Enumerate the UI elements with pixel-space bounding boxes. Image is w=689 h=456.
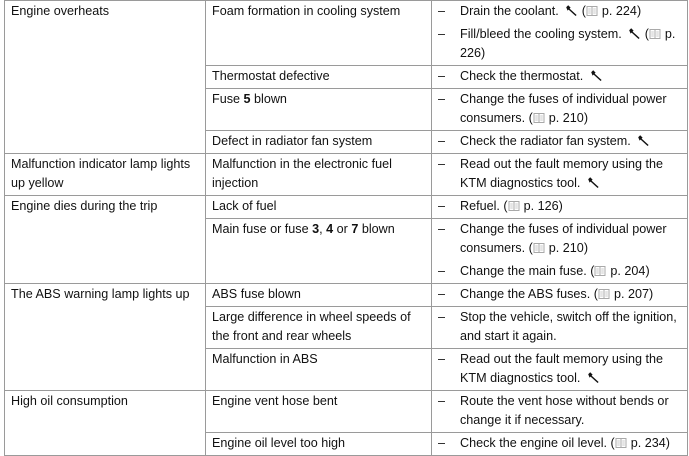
dash-bullet: – [438,264,446,278]
remedy-text: Drain the coolant. [460,4,559,18]
page-number: p. 224 [601,4,637,18]
remedy-cell [432,307,688,349]
fault-text: Engine overheats [11,4,110,18]
dash-bullet: – [438,436,446,450]
dash-bullet: – [438,222,446,236]
dash-bullet: – [438,352,446,366]
remedy-text: Check the engine oil level. [460,436,608,450]
remedy-cell [432,196,688,219]
page-number: p. 234 [630,436,666,450]
table-row [5,1,688,66]
fuse-number: 3 [312,222,320,236]
cause-cell [206,307,432,349]
remedy-item [436,155,681,193]
remedy-cell [432,154,688,196]
book-icon [533,242,545,254]
cause-text: Malfunction in the electronic fuel injection [212,157,392,190]
book-icon [649,28,661,40]
remedy-item [436,90,681,128]
fault-text: Engine dies during the trip [11,199,158,213]
remedy-cell [432,66,688,89]
remedy-item [436,262,681,281]
page-number: p. 226 [460,27,676,60]
cause-text: Fuse [212,92,244,106]
book-icon [586,5,598,17]
fuse-number: 7 [351,222,359,236]
book-icon [594,265,606,277]
cause-cell [206,131,432,154]
remedy-text-wrap [460,350,681,388]
cause-cell [206,66,432,89]
remedy-text: Change the ABS fuses. [460,287,591,301]
cause-text: , [319,222,327,236]
remedy-text: Read out the fault memory using the KTM diagnostics tool. [460,352,664,385]
remedy-text-wrap [460,2,681,21]
fault-cell [5,284,206,391]
remedy-cell [432,89,688,131]
remedy-item [436,25,681,63]
book-icon [533,112,545,124]
wrench-icon [587,176,600,189]
remedy-cell [432,433,688,456]
cause-cell [206,433,432,456]
dash-bullet: – [438,4,446,18]
cause-cell [206,1,432,66]
fuse-number: 4 [326,222,334,236]
remedy-text: Stop the vehicle, switch off the ignition, and start it again. [460,310,677,343]
book-icon [615,437,627,449]
remedy-item [436,308,681,346]
cause-text: Main fuse or fuse [212,222,313,236]
cause-cell [206,391,432,433]
wrench-icon [565,4,578,17]
remedy-text: Change the fuses of individual power consumers. [460,222,667,255]
cause-cell [206,219,432,284]
remedy-text-wrap [460,155,681,193]
cause-text: blown [358,222,395,236]
remedy-text: Change the main fuse. [460,264,587,278]
remedy-text-wrap [460,132,681,151]
page-reference[interactable]: ( p. 126) [503,199,563,213]
fault-text: Malfunction indicator lamp lights up yellow [11,157,191,190]
cause-text: or [333,222,352,236]
remedy-text-wrap [460,285,681,304]
remedy-text: Check the thermostat. [460,69,584,83]
table-row [5,391,688,433]
troubleshooting-table [4,0,688,456]
remedy-cell [432,391,688,433]
cause-text: ABS fuse blown [212,287,301,301]
remedy-item [436,220,681,258]
fault-cell [5,1,206,154]
remedy-item [436,67,681,86]
table-row [5,196,688,219]
cause-text: blown [250,92,287,106]
remedy-text-wrap [460,308,681,346]
remedy-cell [432,284,688,307]
page-reference[interactable]: ( p. 207) [593,287,654,301]
wrench-icon [590,69,603,82]
remedy-text: Route the vent hose without bends or change it if necessary. [460,394,669,427]
remedy-cell [432,219,688,284]
remedy-item [436,2,681,21]
dash-bullet: – [438,287,446,301]
remedy-text: Change the fuses of individual power consumers. [460,92,667,125]
dash-bullet: – [438,92,446,106]
cause-cell [206,154,432,196]
page-reference[interactable]: ( p. 210) [528,111,589,125]
remedy-cell [432,1,688,66]
page-reference[interactable]: ( p. 226) [460,27,676,60]
cause-cell [206,89,432,131]
remedy-item [436,132,681,151]
remedy-text: Check the radiator fan system. [460,134,631,148]
cause-text: Malfunction in ABS [212,352,318,366]
remedy-item [436,434,681,453]
cause-text: Lack of fuel [212,199,277,213]
book-icon [508,200,520,212]
dash-bullet: – [438,157,446,171]
page-number: p. 204 [610,264,646,278]
fault-text: High oil consumption [11,394,128,408]
remedy-cell [432,131,688,154]
cause-text: Engine oil level too high [212,436,346,450]
cause-text: Foam formation in cooling system [212,4,401,18]
remedy-text-wrap [460,90,681,128]
fault-cell [5,154,206,196]
dash-bullet: – [438,69,446,83]
remedy-text-wrap [460,67,681,86]
remedy-text: Read out the fault memory using the KTM diagnostics tool. [460,157,664,190]
page-reference[interactable]: ( p. 234) [610,436,670,450]
table-body [5,1,688,456]
remedy-item [436,197,681,216]
remedy-item [436,350,681,388]
dash-bullet: – [438,394,446,408]
dash-bullet: – [438,27,446,41]
cause-cell [206,284,432,307]
cause-cell [206,349,432,391]
dash-bullet: – [438,310,446,324]
wrench-icon [628,27,641,40]
remedy-text: Refuel. [460,199,500,213]
cause-text: Thermostat defective [212,69,330,83]
remedy-text-wrap [460,434,681,453]
page-number: p. 210 [548,241,584,255]
dash-bullet: – [438,134,446,148]
cause-cell [206,196,432,219]
remedy-cell [432,349,688,391]
fault-text: The ABS warning lamp lights up [11,287,190,301]
remedy-item [436,285,681,304]
fault-cell [5,391,206,456]
remedy-text: Fill/bleed the cooling system. [460,27,622,41]
book-icon [598,288,610,300]
remedy-item [436,392,681,430]
fault-cell [5,196,206,284]
table-row [5,154,688,196]
cause-text: Engine vent hose bent [212,394,338,408]
page-number: p. 207 [613,287,649,301]
page-number: p. 210 [548,111,584,125]
remedy-text-wrap [460,392,681,430]
remedy-text-wrap [460,262,681,281]
cause-text: Defect in radiator fan system [212,134,373,148]
wrench-icon [587,371,600,384]
page-reference[interactable]: ( p. 224) [581,4,642,18]
table-row [5,284,688,307]
remedy-text-wrap [460,25,681,63]
page-reference[interactable]: ( p. 210) [528,241,589,255]
wrench-icon [637,134,650,147]
remedy-text-wrap [460,220,681,258]
remedy-text-wrap [460,197,681,216]
dash-bullet: – [438,199,446,213]
page-number: p. 126 [523,199,559,213]
fuse-number: 5 [243,92,251,106]
cause-text: Large difference in wheel speeds of the front and rear wheels [212,310,411,343]
page-reference[interactable]: ( p. 204) [590,264,650,278]
